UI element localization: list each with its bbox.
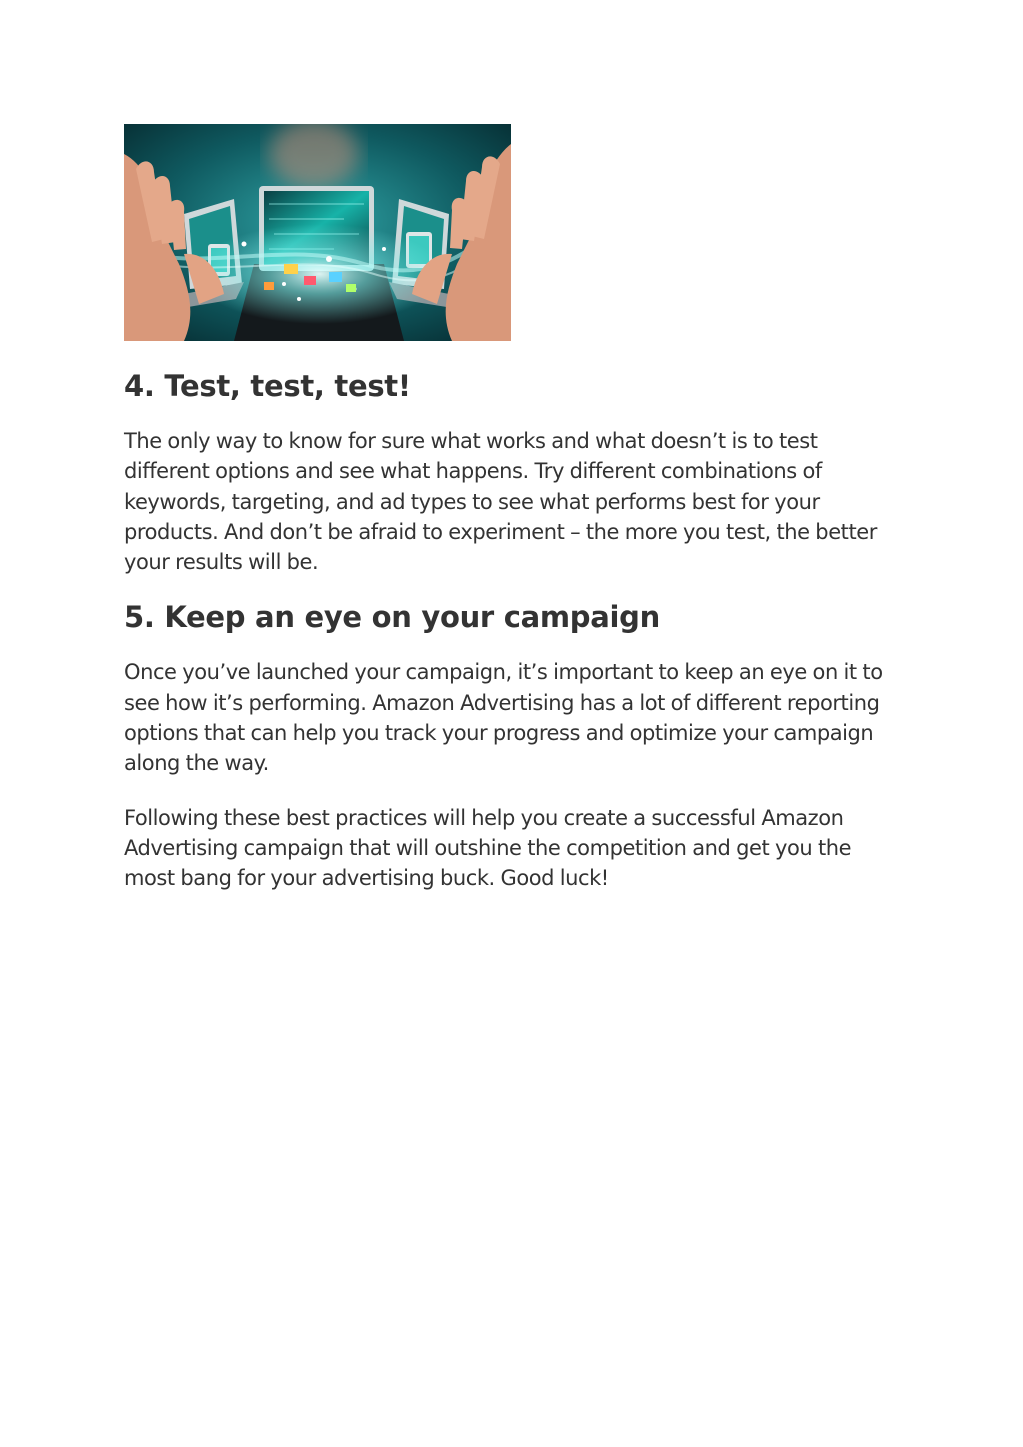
closing-paragraph: Following these best practices will help you create a successful Amazon Advertising campaign that will outshine the competition and get you the most bang for your advertising buck. Good luck! (124, 805, 852, 891)
hands-with-floating-devices-illustration (124, 124, 511, 341)
section-heading-test: 4. Test, test, test! (124, 369, 411, 403)
document-page (124, 124, 904, 894)
section-paragraph-test: The only way to know for sure what works and what doesn’t is to test different options and see what happens. Try different combinations of keywords, targeting, and ad types to see what performs best for your products. And don’t be afraid to experiment – the more you test, the better your results will be. (124, 429, 877, 575)
section-heading-campaign: 5. Keep an eye on your campaign (124, 600, 660, 635)
section-paragraph-campaign: Once you’ve launched your campaign, it’s important to keep an eye on it to see how it’s performing. Amazon Advertising has a lot of different reporting options that can help you track your progress and optimize your campaign along the way. (124, 660, 883, 776)
